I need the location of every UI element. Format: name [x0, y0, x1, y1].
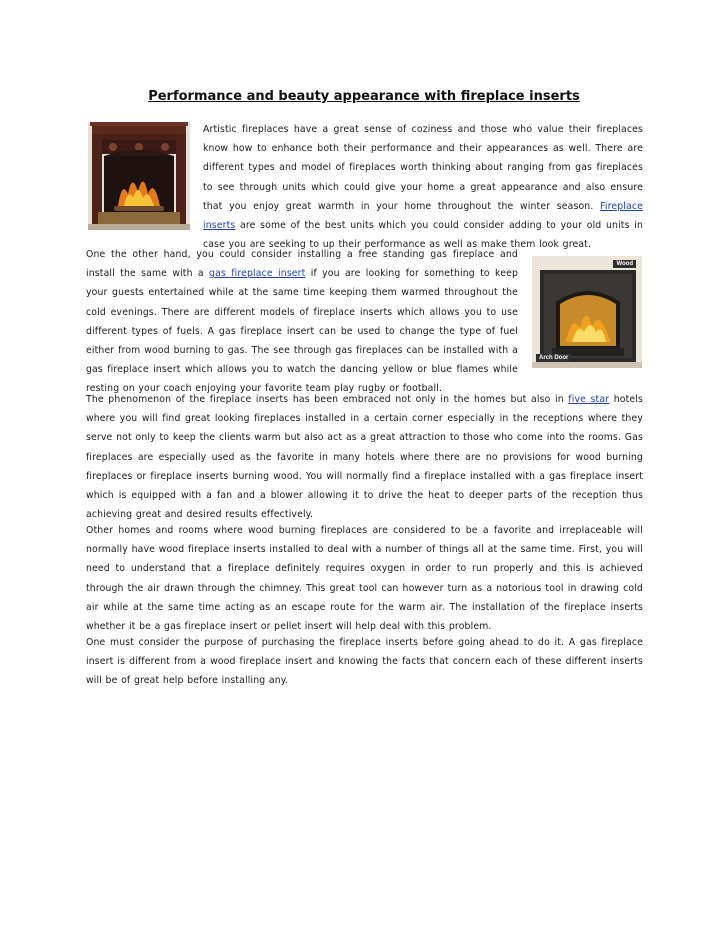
paragraph-3-text-b: hotels where you will find great looking fireplaces installed in a certain corner especially in the receptions where they serve not only to keep the clients warm but also act as a great attraction to those who come into the rooms. Gas fireplaces are especially used as the favorite in many hotels where there are no provisions for wood burning fireplaces or fireplace inserts burning wood. You will normally find a fireplace installed with a gas fireplace insert which is equipped with a fan and a blower allowing it to drive the heat to deeper parts of the reception thus achieving great and desired results effectively. — [86, 394, 643, 521]
paragraph-1-text-b: are some of the best units which you could consider adding to your old units in case you are seeking to up their performance as well as make them look great. — [203, 220, 643, 251]
paragraph-1 — [203, 120, 643, 254]
wood-insert-image — [532, 256, 642, 368]
paragraph-3-text-a: The phenomenon of the fireplace inserts has been embraced not only in the homes but also in — [86, 394, 569, 405]
paragraph-2-text-a: One the other hand, you could consider installing a free standing gas fireplace and install the same with a — [86, 249, 518, 280]
arch-door-label: Arch Door — [536, 354, 571, 362]
paragraph-5: One must consider the purpose of purchasing the fireplace inserts before going ahead to do it. A gas fireplace insert is different from a wood fireplace insert and knowing the facts that concern each of these different inserts will be of great help before installing any. — [86, 637, 643, 687]
gas-fireplace-insert-link[interactable]: gas fireplace insert — [209, 268, 306, 280]
paragraph-2 — [86, 245, 518, 399]
paragraph-4: Other homes and rooms where wood burning fireplaces are considered to be a favorite and irreplaceable will normally have wood fireplace inserts installed to deal with a number of things all at the same time. First, you will need to understand that a fireplace definitely requires oxygen in order to run properly and this is achieved through the air drawn through the chimney. This great tool can however turn as a notorious tool in drawing cold air while at the same time acting as an escape route for the warm air. The installation of the fireplace inserts whether it be a gas fireplace insert or pellet insert will help deal with this problem. — [86, 525, 643, 633]
page-title: Performance and beauty appearance with fireplace inserts — [148, 89, 580, 104]
paragraph-3 — [86, 390, 643, 524]
paragraph-2-text-b: if you are looking for something to keep your guests entertained while at the same time keeping them warmed throughout the cold evenings. There are different models of fireplace inserts which allows you to use different types of fuels. A gas fireplace insert can be used to change the type of fuel either from wood burning to gas. The see through gas fireplaces can be installed with a gas fireplace insert which allows you to watch the dancing yellow or blue flames while resting on your coach enjoying your favorite team play rugby or football. — [86, 268, 519, 395]
paragraph-1-text-a: Artistic fireplaces have a great sense of coziness and those who value their fireplaces know how to enhance both their performance and their appearances as well. There are different types and model of fireplaces worth thinking about ranging from gas fireplaces to see through units which could give your home a great appearance and also ensure that you enjoy great warmth in your home throughout the winter season. — [203, 124, 643, 212]
fireplace-inserts-link[interactable]: Fireplace inserts — [203, 200, 643, 232]
five-star-link[interactable]: five star — [568, 394, 610, 405]
ornate-fireplace-image — [88, 122, 190, 230]
wood-label: Wood — [613, 260, 636, 268]
